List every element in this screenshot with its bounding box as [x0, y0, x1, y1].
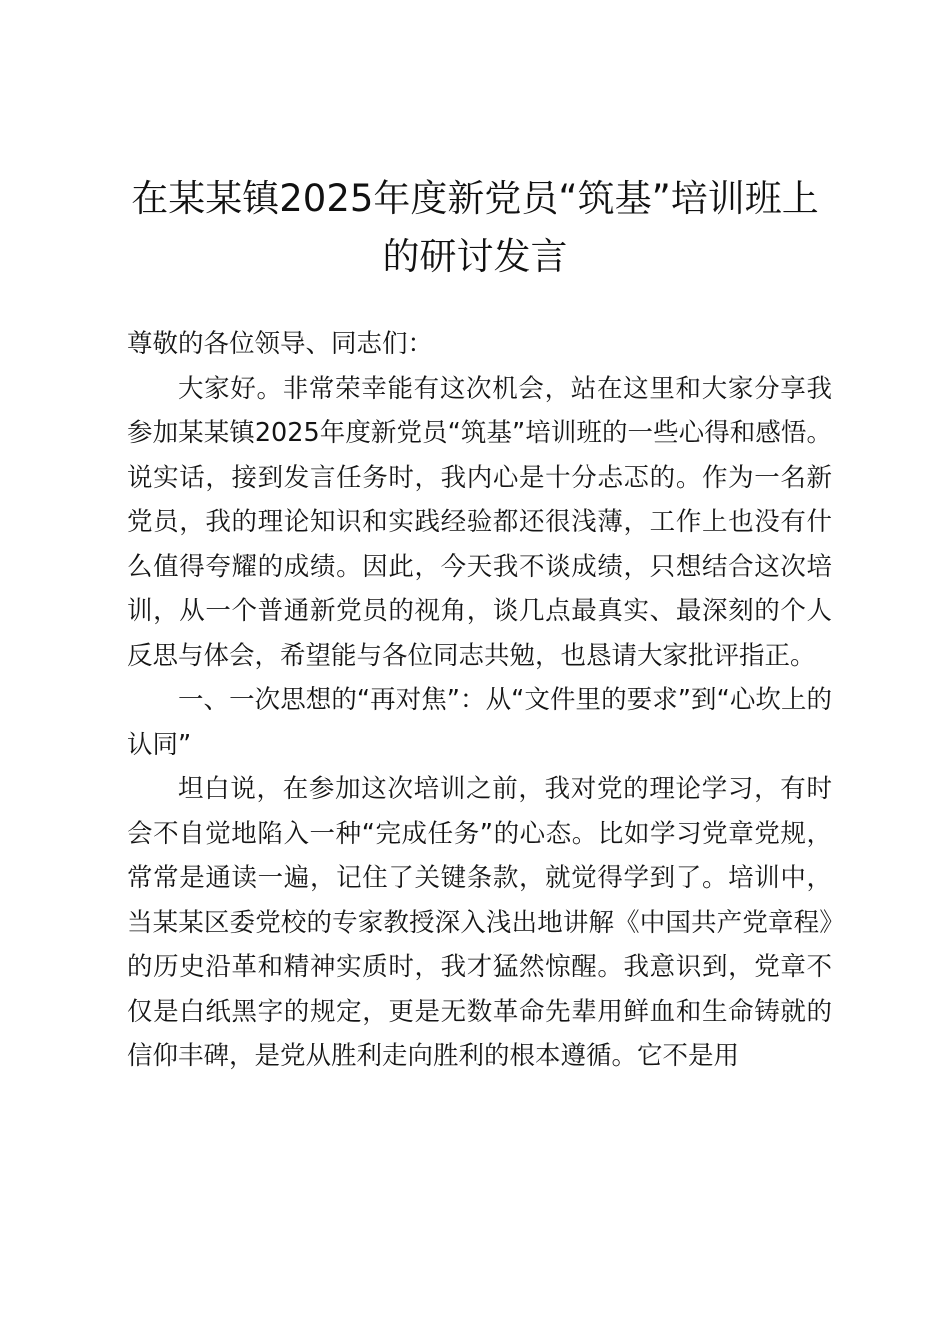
paragraph-intro: 大家好。非常荣幸能有这次机会，站在这里和大家分享我参加某某镇2025年度新党员“筑基”培训班的一些心得和感悟。说实话，接到发言任务时，我内心是十分忐忑的。作为一名新党员，我的理论知识和实践经验都还很浅薄，工作上也没有什么值得夸耀的成绩。因此，今天我不谈成绩，只想结合这次培训，从一个普通新党员的视角，谈几点最真实、最深刻的个人反思与体会，希望能与各位同志共勉，也恳请大家批评指正。 — [127, 373, 832, 671]
document-body — [127, 322, 832, 1079]
section-heading-1: 一、一次思想的“再对焦”：从“文件里的要求”到“心坎上的认同” — [127, 685, 832, 760]
salutation: 尊敬的各位领导、同志们： — [127, 329, 434, 359]
document-title: 在某某镇2025年度新党员“筑基”培训班上的研讨发言 — [131, 177, 819, 278]
paragraph-section-1: 坦白说，在参加这次培训之前，我对党的理论学习，有时会不自觉地陷入一种“完成任务”的心态。比如学习党章党规，常常是通读一遍，记住了关键条款，就觉得学到了。培训中，当某某区委党校的专家教授深入浅出地讲解《中国共产党章程》的历史沿革和精神实质时，我才猛然惊醒。我意识到，党章不仅是白纸黑字的规定，更是无数革命先辈用鲜血和生命铸就的信仰丰碑，是党从胜利走向胜利的根本遵循。它不是用 — [127, 774, 832, 1071]
